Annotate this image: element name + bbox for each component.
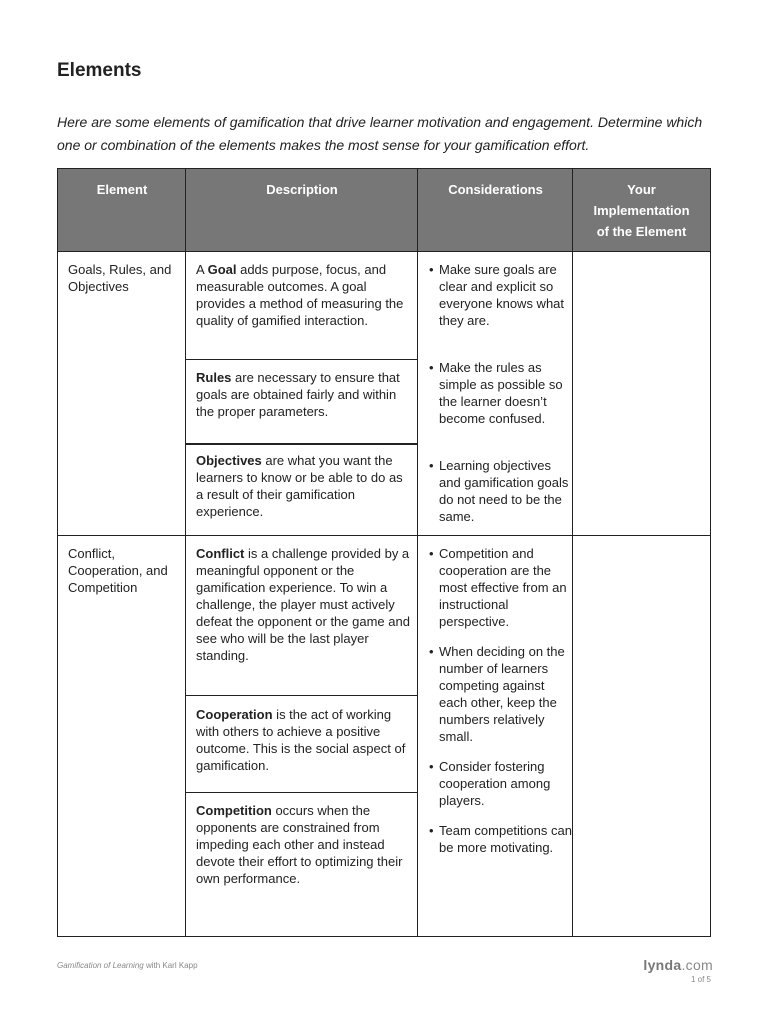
description-goal: A Goal adds purpose, focus, and measurable outcomes. A goal provides a method of measuring the quality of gamified interaction. bbox=[196, 262, 404, 328]
consideration-item: • Make sure goals are clear and explicit so everyone knows what they are. bbox=[429, 262, 565, 328]
header-description: Description bbox=[266, 182, 338, 197]
element-cell: Goals, Rules, and Objectives bbox=[68, 262, 172, 294]
column-divider bbox=[185, 169, 186, 936]
description-divider bbox=[185, 695, 418, 696]
header-element: Element bbox=[96, 182, 148, 197]
description-divider bbox=[185, 359, 418, 360]
intro-text: Here are some elements of gamification that drive learner motivation and engagement. Determine which one or combination of the elements makes the most sense for your gamification effort. bbox=[57, 114, 703, 153]
description-conflict: Conflict is a challenge provided by a meaningful opponent or the gamification experience. To win a challenge, the player must actively defeat the opponent or the game and see who will be the last player standing. bbox=[196, 546, 410, 663]
consideration-item: • When deciding on the number of learners competing against each other, keep the numbers relatively small. bbox=[429, 644, 565, 744]
description-divider bbox=[185, 443, 418, 445]
header-implementation: Your Implementation of the Element bbox=[593, 182, 690, 239]
consideration-item: • Competition and cooperation are the most effective from an instructional perspective. bbox=[429, 546, 567, 629]
page-title: Elements bbox=[57, 60, 142, 81]
description-competition: Competition occurs when the opponents are constrained from impeding each other and instead devote their effort to optimizing their own performance. bbox=[196, 803, 403, 886]
consideration-item: • Team competitions can be more motivating. bbox=[429, 823, 572, 855]
column-divider bbox=[417, 169, 418, 936]
consideration-item: • Consider fostering cooperation among players. bbox=[429, 759, 551, 808]
footer-course: Gamification of Learning with Karl Kapp bbox=[57, 961, 198, 970]
row-divider bbox=[58, 535, 710, 536]
description-objectives: Objectives are what you want the learners to know or be able to do as a result of their gamification experience. bbox=[196, 453, 403, 519]
page-number: 1 of 5 bbox=[690, 975, 711, 984]
lynda-logo: lynda.com bbox=[643, 957, 713, 973]
table-header bbox=[58, 169, 710, 252]
header-considerations: Considerations bbox=[448, 182, 543, 197]
consideration-item: • Learning objectives and gamification goals do not need to be the same. bbox=[429, 458, 569, 524]
elements-table bbox=[57, 168, 711, 937]
element-cell: Conflict, Cooperation, and Competition bbox=[68, 546, 168, 595]
description-rules: Rules are necessary to ensure that goals are obtained fairly and within the proper parameters. bbox=[196, 370, 400, 419]
description-divider bbox=[185, 792, 418, 793]
consideration-item: • Make the rules as simple as possible so the learner doesn’t become confused. bbox=[429, 360, 563, 426]
description-cooperation: Cooperation is the act of working with others to achieve a positive outcome. This is the social aspect of gamification. bbox=[196, 707, 406, 773]
